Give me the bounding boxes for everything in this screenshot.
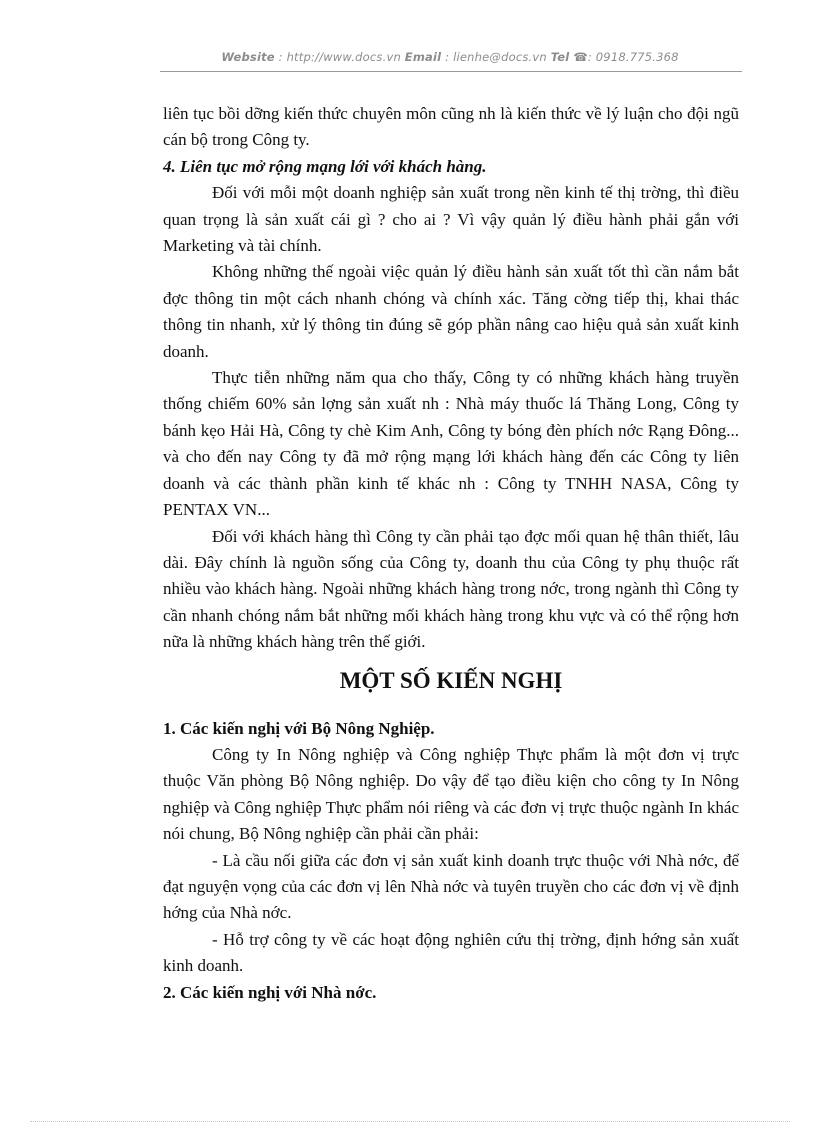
tel-value: ☎: 0918.775.368 (573, 50, 679, 64)
paragraph: Không những thế ngoài việc quản lý điều hành sản xuất tốt thì cần nắm bắt đợc thông tin một cách nhanh chóng và chính xác. Tăng cờng tiếp thị, khai thác thông tin nhanh, xử lý thông tin đúng sẽ góp phần nâng cao hiệu quả sản xuất kinh doanh. (163, 262, 739, 361)
tel-label: Tel (550, 50, 570, 64)
section-heading-2: 2. Các kiến nghị với Nhà nớc. (163, 982, 377, 1002)
chapter-title: MỘT SỐ KIẾN NGHỊ (339, 667, 563, 693)
list-item: - Hỗ trợ công ty về các hoạt động nghiên cứu thị trờng, định hớng sản xuất kinh doanh. (163, 929, 739, 976)
website-label: Website (221, 50, 275, 64)
paragraph: Đối với khách hàng thì Công ty cần phải tạo đợc mối quan hệ thân thiết, lâu dài. Đây chính là nguồn sống của Công ty, doanh thu của Công ty phụ thuộc rất nhiều vào khách hàng. Ngoài những khách hàng trong nớc, trong ngành thì Công ty cần nhanh chóng nắm bắt những mối khách hàng trong khu vực và có thể rộng hơn nữa là những khách hàng trên thế giới. (163, 526, 739, 652)
document-body (163, 101, 739, 1006)
paragraph: Đối với mỗi một doanh nghiệp sản xuất trong nền kinh tế thị trờng, thì điều quan trọng là sản xuất cái gì ? cho ai ? Vì vậy quản lý điều hành phải gắn với Marketing và tài chính. (163, 183, 739, 256)
paragraph: Công ty In Nông nghiệp và Công nghiệp Thực phẩm là một đơn vị trực thuộc Văn phòng Bộ Nông nghiệp. Do vậy để tạo điều kiện cho công ty In Nông nghiệp và Công nghiệp Thực phẩm nói riêng và các đơn vị trực thuộc ngành In khác nói chung, Bộ Nông nghiệp cần phải cần phải: (163, 744, 739, 844)
email-value: : lienhe@docs.vn (445, 50, 547, 64)
website-value: : http://www.docs.vn (278, 50, 401, 64)
header-divider (160, 71, 742, 72)
page-header (160, 50, 740, 64)
footer-divider (30, 1121, 790, 1122)
paragraph: Thực tiễn những năm qua cho thấy, Công ty có những khách hàng truyền thống chiếm 60% sản lợng sản xuất nh : Nhà máy thuốc lá Thăng Long, Công ty bánh kẹo Hải Hà, Công ty chè Kim Anh, Công ty bóng đèn phích nớc Rạng Đông... và cho đến nay Công ty đã mở rộng mạng lới khách hàng đến các Công ty liên doanh và các thành phần kinh tế khác nh : Công ty TNHH NASA, Công ty PENTAX VN... (163, 368, 739, 520)
paragraph-continuation: liên tục bồi dỡng kiến thức chuyên môn cũng nh là kiến thức về lý luận cho đội ngũ cán bộ trong Công ty. (163, 104, 739, 150)
section-heading-1: 1. Các kiến nghị với Bộ Nông Nghiệp. (163, 718, 435, 738)
list-item: - Là cầu nối giữa các đơn vị sản xuất kinh doanh trực thuộc với Nhà nớc, để đạt nguyện vọng của các đơn vị lên Nhà nớc và tuyên truyền cho các đơn vị về định hớng của Nhà nớc. (163, 850, 739, 923)
section-heading-4: 4. Liên tục mở rộng mạng lới với khách hàng. (163, 156, 487, 176)
email-label: Email (404, 50, 442, 64)
